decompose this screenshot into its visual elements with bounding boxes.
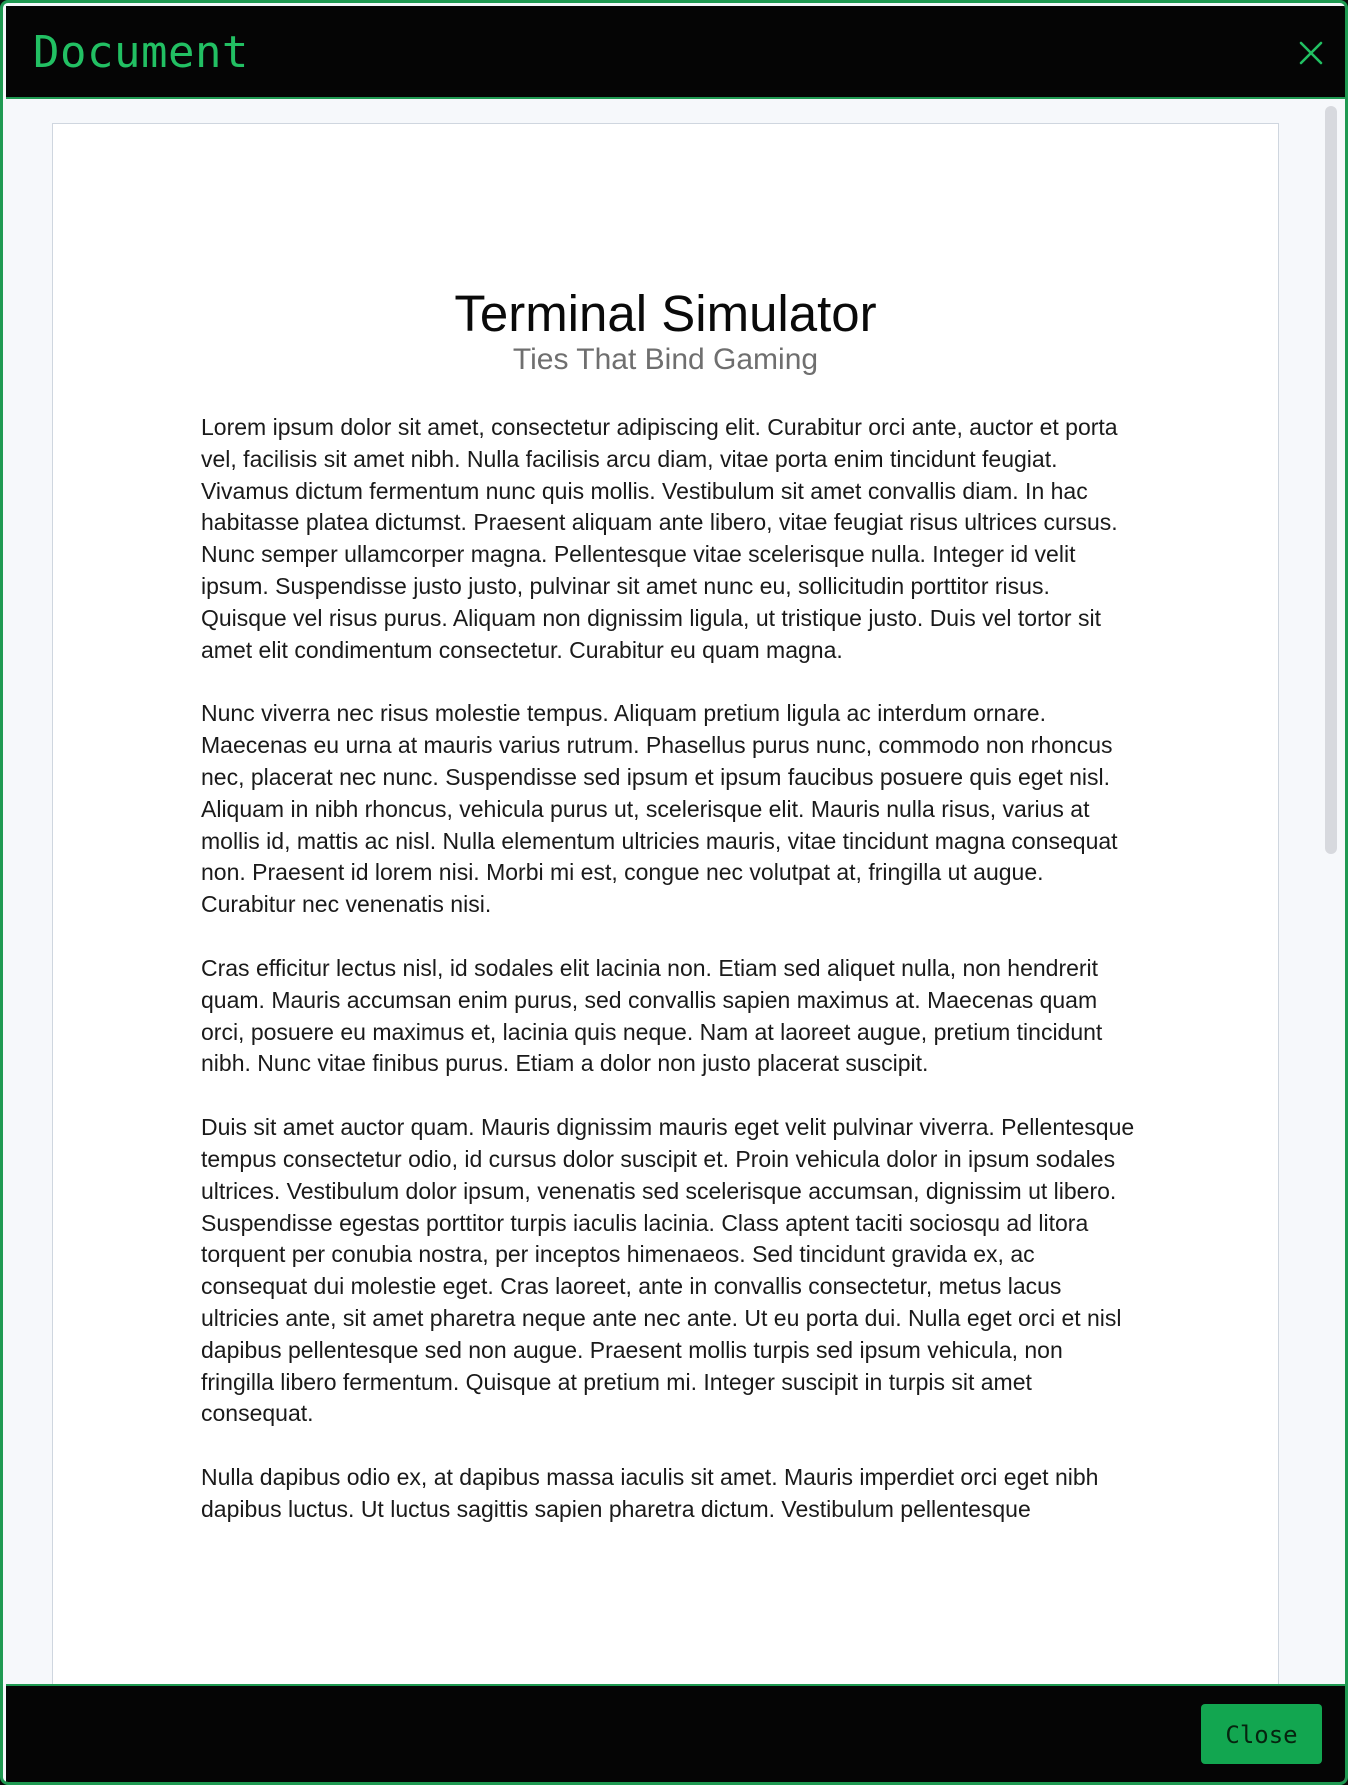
document-page — [52, 123, 1279, 1684]
dialog-title: Document — [33, 27, 249, 78]
paragraph: Duis sit amet auctor quam. Mauris dignissim mauris eget velit pulvinar viverra. Pellentesque tempus consectetur odio, id cursus dolor suscipit et. Proin vehicula dolor in ipsum sodales ultrices. Vestibulum dolor ipsum, venenatis sed scelerisque accumsan, dignissim ut libero. Suspendisse egestas porttitor turpis iaculis lacinia. Class aptent taciti sociosqu ad litora torquent per conubia nostra, per inceptos himenaeos. Sed tincidunt gravida ex, ac consequat dui molestie eget. Cras laoreet, ante in convallis consectetur, metus lacus ultricies ante, sit amet pharetra neque ante nec ante. Ut eu porta dui. Nulla eget orci et nisl dapibus pellentesque sed non augue. Praesent mollis turpis sed ipsum vehicula, non fringilla libero fermentum. Quisque at pretium mi. Integer suscipit in turpis sit amet consequat. — [201, 1114, 1135, 1427]
close-button[interactable]: Close — [1201, 1704, 1322, 1764]
document-title: Terminal Simulator — [454, 285, 877, 342]
paragraph: Cras efficitur lectus nisl, id sodales elit lacinia non. Etiam sed aliquet nulla, non hendrerit quam. Mauris accumsan enim purus, sed convallis sapien maximus at. Maecenas quam orci, posuere eu maximus et, lacinia quis neque. Nam at laoreet augue, pretium tincidunt nibh. Nunc vitae finibus purus. Etiam a dolor non justo placerat suscipit. — [201, 954, 1103, 1077]
paragraph: Nunc viverra nec risus molestie tempus. Aliquam pretium ligula ac interdum ornare. Maecenas eu urna at mauris varius rutrum. Phasellus purus nunc, commodo non rhoncus nec, placerat nec nunc. Suspendisse sed ipsum et ipsum faucibus posuere quis eget nisl. Aliquam in nibh rhoncus, vehicula purus ut, scelerisque elit. Mauris nulla risus, varius at mollis id, mattis ac nisl. Nulla elementum ultricies mauris, vitae tincidunt magna consequat non. Praesent id lorem nisi. Morbi mi est, congue nec volutpat at, fringilla ut augue. Curabitur nec venenatis nisi. — [201, 700, 1118, 918]
document-subtitle: Ties That Bind Gaming — [512, 343, 819, 376]
dialog-footer — [6, 1684, 1345, 1782]
dialog-header — [6, 6, 1345, 99]
paragraph: Nulla dapibus odio ex, at dapibus massa iaculis sit amet. Mauris imperdiet orci eget nibh dapibus luctus. Ut luctus sagittis sapien pharetra dictum. Vestibulum pellentesque — [201, 1464, 1099, 1522]
paragraph: Lorem ipsum dolor sit amet, consectetur adipiscing elit. Curabitur orci ante, auctor et porta vel, facilisis sit amet nibh. Nulla facilisis arcu diam, vitae porta enim tincidunt feugiat. Vivamus dictum fermentum nunc quis mollis. Vestibulum sit amet convallis diam. In hac habitasse platea dictumst. Praesent aliquam ante libero, vitae feugiat risus ultrices cursus. Nunc semper ullamcorper magna. Pellentesque vitae scelerisque nulla. Integer id velit ipsum. Suspendisse justo justo, pulvinar sit amet nunc eu, sollicitudin porttitor risus. Quisque vel risus purus. Aliquam non dignissim ligula, ut tristique justo. Duis vel tortor sit amet elit condimentum consectetur. Curabitur eu quam magna. — [201, 414, 1118, 663]
vertical-scrollbar[interactable] — [1325, 106, 1337, 854]
close-icon[interactable] — [1294, 36, 1328, 70]
document-body — [201, 412, 1141, 1558]
document-viewport[interactable] — [6, 101, 1345, 1684]
